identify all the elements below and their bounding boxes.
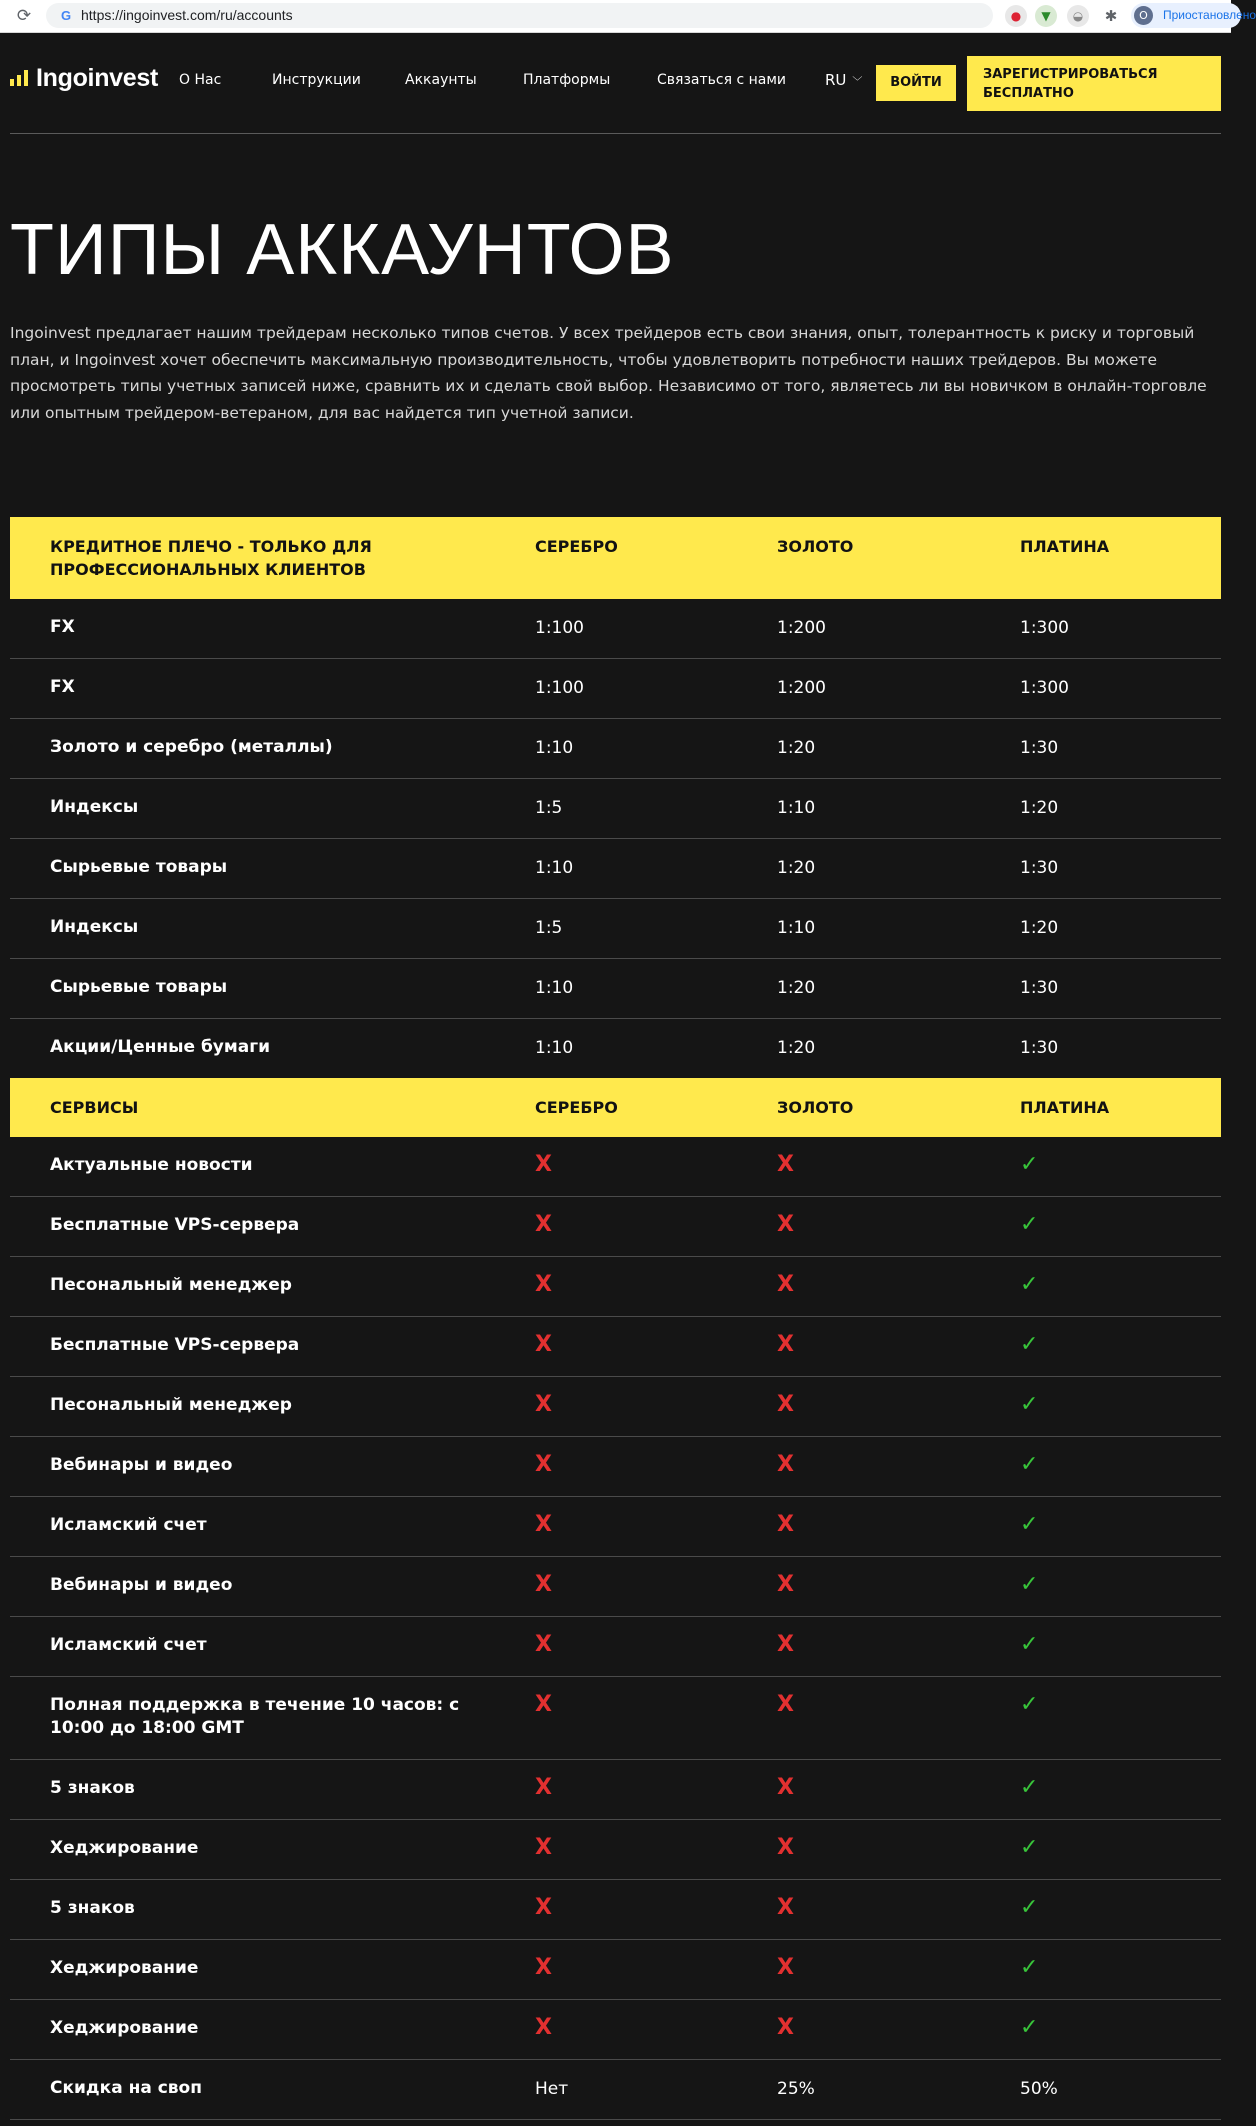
table-row [10, 1257, 1221, 1317]
services-header-label: СЕРВИСЫ [50, 1098, 139, 1117]
address-bar[interactable] [46, 3, 993, 28]
chevron-down-icon: ﹀ [852, 77, 863, 88]
leverage-header-row [10, 517, 1221, 599]
table-row [10, 1677, 1221, 1760]
platinum-yes-icon: ✓ [1020, 1392, 1039, 1417]
silver-value: 1:10 [535, 1038, 574, 1058]
row-label: Песональный менеджер [50, 1275, 292, 1295]
platinum-value: 1:300 [1020, 678, 1069, 698]
row-label: Полная поддержка в течение 10 часов: с 10:00 до 18:00 GMT [50, 1695, 460, 1738]
platinum-yes-icon: ✓ [1020, 1152, 1039, 1177]
logo[interactable] [10, 63, 158, 93]
silver-no-icon: X [535, 1452, 552, 1477]
gold-value: 25% [777, 2079, 815, 2099]
silver-no-icon: X [535, 1152, 552, 1177]
gold-value: 1:20 [777, 978, 816, 998]
row-label: Вебинары и видео [50, 1455, 233, 1475]
row-label: 5 знаков [50, 1778, 135, 1798]
gold-no-icon: X [777, 1152, 794, 1177]
nav-contact[interactable]: Связаться с нами [657, 72, 786, 88]
row-label: Хеджирование [50, 2018, 199, 2038]
url-text: https://ingoinvest.com/ru/accounts [81, 7, 293, 23]
gold-no-icon: X [777, 2015, 794, 2040]
table-row [10, 719, 1221, 779]
nav-accounts[interactable]: Аккаунты [405, 72, 477, 88]
nav-about[interactable]: О Нас [179, 72, 222, 88]
table-row [10, 899, 1221, 959]
platinum-yes-icon: ✓ [1020, 1212, 1039, 1237]
header-divider [10, 133, 1221, 134]
row-label: Скидка на своп [50, 2078, 202, 2098]
register-button[interactable]: ЗАРЕГИСТРИРОВАТЬСЯ БЕСПЛАТНО [967, 56, 1221, 111]
platinum-yes-icon: ✓ [1020, 1632, 1039, 1657]
gold-value: 1:10 [777, 918, 816, 938]
nav-platforms[interactable]: Платформы [523, 72, 611, 88]
table-row [10, 1497, 1221, 1557]
platinum-yes-icon: ✓ [1020, 1272, 1039, 1297]
table-row [10, 659, 1221, 719]
row-label: Акции/Ценные бумаги [50, 1037, 271, 1057]
gold-no-icon: X [777, 1692, 794, 1717]
profile-label: Приостановлено [1163, 8, 1256, 22]
nav-instructions[interactable]: Инструкции [272, 72, 361, 88]
platinum-yes-icon: ✓ [1020, 1452, 1039, 1477]
row-label: Песональный менеджер [50, 1395, 292, 1415]
row-label: Хеджирование [50, 1838, 199, 1858]
silver-no-icon: X [535, 1775, 552, 1800]
language-selector[interactable] [825, 71, 862, 89]
table-row [10, 1437, 1221, 1497]
login-button[interactable]: ВОЙТИ [876, 65, 956, 101]
platinum-yes-icon: ✓ [1020, 1572, 1039, 1597]
silver-no-icon: X [535, 1572, 552, 1597]
site-header [0, 33, 1231, 133]
platinum-yes-icon: ✓ [1020, 1692, 1039, 1717]
table-row [10, 1940, 1221, 2000]
table-row [10, 1377, 1221, 1437]
platinum-value: 50% [1020, 2079, 1058, 2099]
table-row [10, 2060, 1221, 2120]
gold-no-icon: X [777, 1332, 794, 1357]
silver-no-icon: X [535, 1895, 552, 1920]
silver-no-icon: X [535, 1692, 552, 1717]
silver-no-icon: X [535, 1212, 552, 1237]
silver-value: 1:100 [535, 678, 584, 698]
silver-no-icon: X [535, 1392, 552, 1417]
table-row [10, 599, 1221, 659]
leverage-header-label: КРЕДИТНОЕ ПЛЕЧО - ТОЛЬКО ДЛЯ ПРОФЕССИОНАЛЬНЫХ КЛИЕНТОВ [50, 537, 372, 579]
browser-toolbar [0, 0, 1256, 33]
silver-value: 1:10 [535, 858, 574, 878]
table-row [10, 839, 1221, 899]
reload-icon[interactable]: ⟳ [16, 6, 32, 26]
platinum-yes-icon: ✓ [1020, 1835, 1039, 1860]
gold-value: 1:200 [777, 678, 826, 698]
row-label: Бесплатные VPS-сервера [50, 1335, 300, 1355]
platinum-value: 1:20 [1020, 798, 1059, 818]
row-label: Сырьевые товары [50, 977, 228, 997]
silver-no-icon: X [535, 2015, 552, 2040]
row-label: Индексы [50, 917, 139, 937]
header-silver: СЕРЕБРО [535, 1098, 618, 1117]
silver-value: 1:100 [535, 618, 584, 638]
table-row [10, 1197, 1221, 1257]
platinum-value: 1:20 [1020, 918, 1059, 938]
logo-bars-icon [10, 70, 28, 86]
table-row [10, 1557, 1221, 1617]
extensions-puzzle-icon[interactable]: ✱ [1104, 7, 1118, 25]
header-silver: СЕРЕБРО [535, 537, 618, 556]
silver-value: 1:5 [535, 918, 563, 938]
table-row [10, 1617, 1221, 1677]
accounts-table [10, 517, 1221, 2120]
gold-value: 1:10 [777, 798, 816, 818]
google-icon: G [60, 8, 72, 23]
gold-no-icon: X [777, 1212, 794, 1237]
header-platinum: ПЛАТИНА [1020, 1098, 1110, 1117]
platinum-yes-icon: ✓ [1020, 1332, 1039, 1357]
services-header-row [10, 1078, 1221, 1137]
header-gold: ЗОЛОТО [777, 1098, 854, 1117]
gold-no-icon: X [777, 1955, 794, 1980]
platinum-yes-icon: ✓ [1020, 2015, 1039, 2040]
table-row [10, 1820, 1221, 1880]
platinum-value: 1:30 [1020, 1038, 1059, 1058]
gold-no-icon: X [777, 1775, 794, 1800]
silver-no-icon: X [535, 1835, 552, 1860]
gold-no-icon: X [777, 1512, 794, 1537]
gold-no-icon: X [777, 1632, 794, 1657]
services-rows [10, 1137, 1221, 2060]
gold-no-icon: X [777, 1572, 794, 1597]
silver-no-icon: X [535, 1332, 552, 1357]
silver-value: Нет [535, 2079, 569, 2099]
table-row [10, 2000, 1221, 2060]
table-row [10, 959, 1221, 1019]
table-row [10, 1019, 1221, 1078]
platinum-value: 1:30 [1020, 738, 1059, 758]
language-label: RU [825, 71, 847, 89]
extension-shield-icon[interactable]: ◒ [1067, 5, 1089, 27]
platinum-value: 1:300 [1020, 618, 1069, 638]
intro-text: Ingoinvest предлагает нашим трейдерам несколько типов счетов. У всех трейдеров есть свои знания, опыт, толерантность к риску и торговый план, и Ingoinvest хочет обеспечить максимальную производительность, чтобы удовлетворить потребности наших трейдеров. Вы можете просмотреть типы учетных записей ниже, сравнить их и сделать свой выбор. Независимо от того, являетесь ли вы новичком в онлайн-торговле или опытным трейдером-ветераном, для вас найдется тип учетной записи. [10, 324, 1207, 422]
row-label: 5 знаков [50, 1898, 135, 1918]
gold-no-icon: X [777, 1895, 794, 1920]
extension-pin-icon[interactable]: ● [1005, 5, 1027, 27]
gold-no-icon: X [777, 1392, 794, 1417]
row-label: FX [50, 617, 75, 637]
silver-no-icon: X [535, 1955, 552, 1980]
header-gold: ЗОЛОТО [777, 537, 854, 556]
gold-no-icon: X [777, 1272, 794, 1297]
platinum-yes-icon: ✓ [1020, 1775, 1039, 1800]
gold-value: 1:20 [777, 1038, 816, 1058]
silver-no-icon: X [535, 1272, 552, 1297]
row-label: Бесплатные VPS-сервера [50, 1215, 300, 1235]
row-label: Исламский счет [50, 1515, 207, 1535]
logo-text: Ingoinvest [36, 63, 159, 92]
platinum-yes-icon: ✓ [1020, 1512, 1039, 1537]
row-label: Хеджирование [50, 1958, 199, 1978]
header-platinum: ПЛАТИНА [1020, 537, 1110, 556]
row-label: Актуальные новости [50, 1155, 253, 1175]
table-row [10, 1317, 1221, 1377]
platinum-yes-icon: ✓ [1020, 1895, 1039, 1920]
silver-no-icon: X [535, 1512, 552, 1537]
platinum-yes-icon: ✓ [1020, 1955, 1039, 1980]
row-label: Сырьевые товары [50, 857, 228, 877]
platinum-value: 1:30 [1020, 978, 1059, 998]
page-title: ТИПЫ АККАУНТОВ [10, 210, 675, 290]
silver-value: 1:5 [535, 798, 563, 818]
extension-download-icon[interactable]: ▼ [1035, 5, 1057, 27]
row-label: Исламский счет [50, 1635, 207, 1655]
table-row [10, 779, 1221, 839]
gold-no-icon: X [777, 1452, 794, 1477]
silver-value: 1:10 [535, 978, 574, 998]
gold-no-icon: X [777, 1835, 794, 1860]
row-label: Индексы [50, 797, 139, 817]
row-label: Золото и серебро (металлы) [50, 737, 333, 757]
gold-value: 1:20 [777, 738, 816, 758]
gold-value: 1:200 [777, 618, 826, 638]
row-label: Вебинары и видео [50, 1575, 233, 1595]
table-row [10, 1760, 1221, 1820]
profile-button[interactable] [1131, 3, 1256, 28]
silver-value: 1:10 [535, 738, 574, 758]
row-label: FX [50, 677, 75, 697]
table-row [10, 1137, 1221, 1197]
table-row [10, 1880, 1221, 1940]
gold-value: 1:20 [777, 858, 816, 878]
silver-no-icon: X [535, 1632, 552, 1657]
platinum-value: 1:30 [1020, 858, 1059, 878]
avatar: O [1134, 6, 1153, 25]
